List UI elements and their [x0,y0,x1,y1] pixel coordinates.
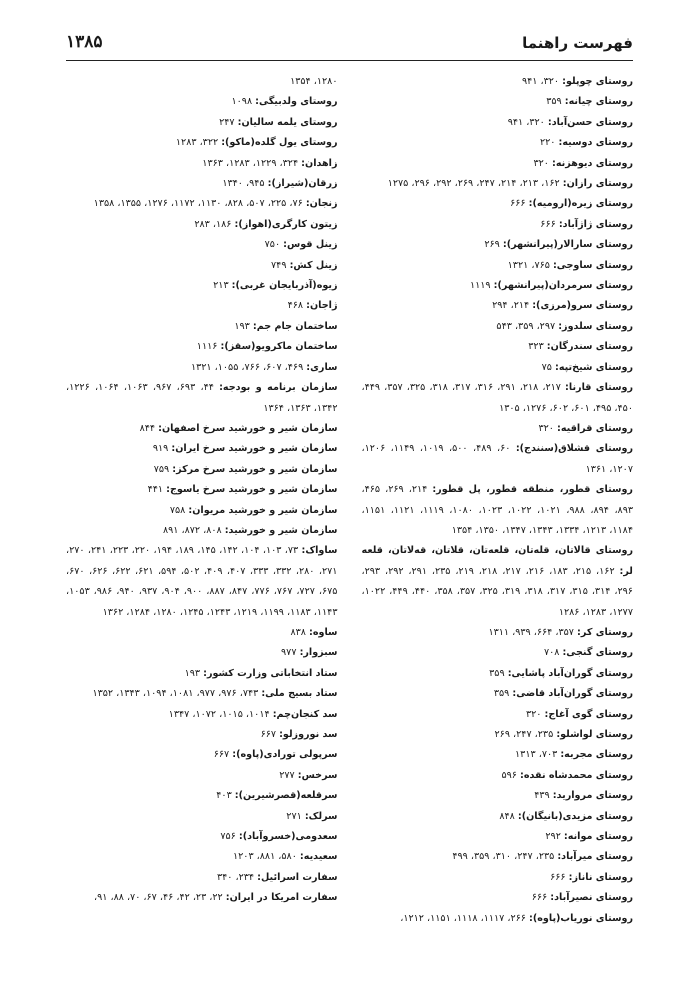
index-term: روستای مجربه: [560,749,633,761]
index-term: زنجان: [305,198,338,210]
index-page-refs: ۹۱۹ [152,443,172,455]
index-entry [362,296,634,316]
index-page-refs: ۶۶۷ [260,729,280,740]
index-term: ساری: [306,361,338,373]
index-term: زیوه(آذربایجان غربی): [231,280,338,292]
index-page-refs: ۷۵۰ [264,239,284,251]
index-term: روستای لواشلو: [556,729,633,740]
index-page-refs: ۶۶۶ [510,198,529,210]
index-page-refs: ۲۲۰ [540,137,559,149]
index-page-refs: ۲۷۷ [279,769,298,781]
index-page-refs: ۲۴۷ [219,116,238,128]
index-entry [362,235,634,255]
index-entry [66,92,338,112]
index-entry [362,847,634,867]
index-term: سعدومی(خسروآباد): [238,831,338,843]
index-term: روستای گنجی: [562,647,633,659]
index-page-refs: ۳۲۰ [533,157,552,169]
index-entry [66,766,338,786]
index-term: سازمان برنامه و بودجه: [219,382,338,394]
index-entry [66,256,338,276]
index-term: سرخس: [297,769,338,781]
index-term: سازمان شیر و خورشید سرخ مرکز: [172,463,338,475]
index-page-refs: ۷۰۸ [543,647,563,659]
index-page-refs: ۷۴۳، ۹۷۶، ۹۷۷، ۱۰۸۱، ۱۰۹۴، ۱۳۴۳، ۱۳۵۲ [92,688,262,700]
index-entry [66,194,338,214]
index-page-refs: ۱۸۶، ۲۸۳ [194,218,235,230]
index-page-refs: ۱۰۱۴، ۱۰۱۵، ۱۰۷۲، ۱۳۴۷ [168,708,273,720]
index-page-refs: ۹۷۷ [281,647,300,659]
index-term: روستای گوران‌آباد پاشایی: [507,667,633,679]
index-entry [66,174,338,194]
index-page-refs: ۱۹۳ [234,320,253,332]
index-entry [66,296,338,316]
index-page-refs: ۳۵۹ [489,667,508,679]
index-term: روستای قراقیه: [557,422,633,434]
index-entry [362,337,634,357]
index-term: روستای قطور، منطقه قطور، پل قطور: [432,484,633,496]
index-page-refs: ۳۲۰ [538,422,558,434]
index-entry [362,113,634,133]
index-page-refs: ۳۵۹ [546,96,565,108]
index-page-refs: ۲۱۳ [213,280,232,292]
index-term: زرقان(شیراز): [267,178,338,190]
index-term: سفارت امریکا در ایران: [225,892,338,904]
index-entry [362,766,634,786]
index-entry [362,807,634,827]
index-entry [362,725,634,745]
index-term: روستای میرآباد: [557,851,633,863]
index-term: سد نوروزلو: [279,729,338,740]
index-entry [66,623,338,643]
index-entry [362,541,634,623]
index-entry [362,276,634,296]
index-entry [362,684,634,704]
index-entry [362,827,634,847]
index-page-refs: ۱۰۹۸ [231,96,256,108]
index-page-refs: ۳۲۲، ۱۲۸۳ [175,137,222,149]
index-term: روستای موانه: [563,831,633,843]
index-entry [362,745,634,765]
page-header [66,34,633,61]
index-term: ستاد بسیج ملی: [261,688,338,700]
index-entry [66,807,338,827]
index-entry [66,786,338,806]
index-entry [66,419,338,439]
index-entry [362,786,634,806]
index-entry [362,480,634,541]
index-entry [362,317,634,337]
index-page-refs: ۲۹۲ [545,831,564,843]
index-entry [66,705,338,725]
index-term: روستای نصیرآباد: [550,892,633,904]
index-entry [66,154,338,174]
index-page-refs: ۲۱۴، ۲۹۴ [492,300,533,312]
index-page-refs: ۵۹۶ [501,769,520,781]
index-entry [66,72,338,92]
index-term: روستای شیخ‌تپه: [554,361,633,373]
index-page-refs: ۱۶۲، ۲۱۳، ۲۱۴، ۲۴۷، ۲۶۹، ۲۹۲، ۲۹۶، ۱۲۷۵ [387,178,563,190]
index-page-refs: ۷۳، ۱۰۳، ۱۰۴، ۱۴۲، ۱۴۵، ۱۸۹، ۱۹۴، ۲۲۰، ۲۲۳، ۲۴۱، ۲۷۰، ۲۷۱، ۲۸۰، ۳۳۲، ۳۳۳، ۴۰۷، ۴۰۹، ۵۰۲، ۵۹۴، ۶۲۱، ۶۲۲، ۶۲۶، ۶۷۰، ۶۷۵، ۷۲۷، ۷۶۷، ۷۷۶، ۸۴۷، ۸۸۷، ۹۰۰، ۹۰۴، ۹۳۷، ۹۴۰، ۹۸۶، ۱۰۵۳، ۱۱۴۳، ۱۱۸۳، ۱۱۹۹، ۱۲۱۹، ۱۲۴۳، ۱۲۴۵، ۱۲۸۰، ۱۲۸۴، ۱۳۶۲ [66,545,338,618]
index-entry [362,664,634,684]
index-term: روستای کر: [577,626,633,638]
index-entry [66,664,338,684]
index-entry [66,643,338,663]
index-term: سد کنجان‌چم: [272,708,338,720]
index-page-refs: ۲۶۶، ۱۱۱۷، ۱۱۱۸، ۱۱۵۱، ۱۲۱۲، [400,912,529,924]
index-term: ساوه: [308,626,338,638]
index-term: روستای مروارید: [552,790,633,802]
index-entry [362,358,634,378]
index-term: سرقلعه(قصرشیرین): [234,790,338,802]
index-page-refs: ۸۳۸ [290,626,309,638]
index-term: روستای ساوجی: [552,259,633,271]
index-page-refs: ۲۷۱ [286,810,305,822]
index-term: سرلک: [304,810,338,822]
index-term: زیتون کارگری(اهواز): [234,218,338,230]
index-entry [66,460,338,480]
index-term: روستای نوریاب(پاوه): [529,912,633,924]
index-column-left [66,72,338,956]
index-entry [66,725,338,745]
index-columns [66,72,633,956]
index-term: سرپولی تورادی(پاوه): [232,749,338,761]
index-page-refs: ۳۵۹ [493,688,513,700]
index-page-refs: ۲۶۹ [484,239,503,251]
index-term: سعیدیه: [299,851,338,863]
index-term: روستای گوران‌آباد قاضی: [512,688,633,700]
index-page-refs: ۷۶، ۲۲۵، ۵۰۷، ۸۲۸، ۱۱۳۰، ۱۱۷۲، ۱۲۷۶، ۱۳۵۵، ۱۳۵۸ [93,198,306,210]
index-page-refs: ۷۵۶ [220,831,239,843]
index-page-refs: ۱۹۳ [184,667,204,679]
index-entry [362,72,634,92]
index-term: روستای زیره(ارومیه): [528,198,633,210]
index-term: زینل کش: [289,259,338,271]
index-term: سفارت اسرائیل: [257,871,338,883]
index-term: سازمان شیر و خورشید سرخ یاسوج: [166,484,338,496]
index-term: روستای دیوهزنه: [552,157,633,169]
index-term: سازمان شیر و خورشید سرخ اصفهان: [158,422,338,434]
index-entry [362,194,634,214]
index-term: روستای سرمردان(پیرانشهر): [493,280,633,292]
page-number: ۱۳۸۵ [66,32,103,52]
index-page-refs: ۴۴۱ [147,484,167,496]
index-entry [66,541,338,623]
index-page-refs: ۴۳۹ [534,790,553,802]
index-term: روستای حسن‌آباد: [547,116,633,128]
index-page-refs: ۳۲۴، ۱۲۲۹، ۱۲۸۳، ۱۳۶۳ [202,157,302,169]
index-page-refs: ۲۲، ۲۳، ۴۲، ۴۶، ۶۷، ۷۰، ۸۸، ۹۱، [94,892,226,904]
index-page-refs: ۱۱۱۶ [196,341,221,353]
index-page-refs: ۹۴۵، ۱۳۴۰ [222,178,268,190]
index-page-refs: ۱۱۱۹ [469,280,494,292]
index-page-refs: ۷۰۳، ۱۳۱۳ [515,749,561,761]
index-entry [66,480,338,500]
index-page-refs: ۲۳۵، ۲۴۷، ۲۶۹ [494,729,557,740]
index-term: روستای ژاژآباد: [558,218,633,230]
index-page-refs: ۳۲۰ [525,708,545,720]
index-entry [66,888,338,908]
index-page-refs: ۶۶۶ [550,871,569,883]
index-page-refs: ۲۳۵، ۲۴۷، ۳۱۰، ۳۵۹، ۴۹۹ [452,851,558,863]
index-term: روستای مزیدی(بانیگان): [517,810,633,822]
index-term: زینل قوس: [283,239,338,251]
index-page-refs: ۶۶۶ [540,218,559,230]
index-entry [66,868,338,888]
index-entry [362,174,634,194]
index-term: زاهدان: [301,157,338,169]
index-page-refs: ۳۵۷، ۶۶۴، ۹۳۹، ۱۳۱۱ [488,626,578,638]
index-term: روستای قارنا: [565,382,634,394]
index-page-refs: ۴۶۸ [287,300,307,312]
index-page-refs: ۸۰۸، ۸۷۲، ۸۹۱ [162,524,225,536]
index-term: روستای قشلاق(سنندج): [515,443,634,455]
index-entry [66,235,338,255]
index-term: سبزوار: [299,647,338,659]
index-page-refs: ۷۵۸ [169,504,189,516]
index-entry [362,439,634,480]
index-entry [362,868,634,888]
index-entry [362,133,634,153]
index-page-refs: ۴۰۳ [216,790,235,802]
index-entry [66,337,338,357]
index-entry [66,215,338,235]
index-page-refs: ۲۱۷، ۲۱۸، ۲۹۱، ۳۱۶، ۳۱۷، ۳۱۸، ۳۲۵، ۳۵۷، ۴۴۹، ۴۵۰، ۴۹۵، ۶۰۱، ۶۰۲، ۱۲۷۶، ۱۳۰۵ [361,382,633,414]
index-entry [66,113,338,133]
index-term: روستای گوی آغاج: [544,708,633,720]
index-entry [362,909,634,929]
index-term: روستای رازان: [562,178,633,190]
index-page-refs: ۷۵۹ [153,463,173,475]
index-page-refs: ۶۰، ۴۸۹، ۵۰۰، ۱۰۱۹، ۱۱۴۹، ۱۲۰۶، ۱۲۰۷، ۱۳۶۱ [361,443,633,475]
index-entry [66,501,338,521]
index-term: روستای چیانه: [564,96,633,108]
index-page-refs: ۷۶۵، ۱۳۲۱ [507,259,553,271]
index-term: ساختمان ماکرویو(سقز): [220,341,338,353]
index-term: روستای ناناز: [568,871,633,883]
index-page-refs: ۸۴۸ [499,810,518,822]
index-term: ستاد انتخاباتی وزارت کشور: [203,667,338,679]
index-term: روستای سندرگان: [546,341,633,353]
index-page-refs: ۲۳۴، ۳۴۰ [217,871,258,883]
index-page-refs: ۶۶۶ [531,892,551,904]
index-page-refs: ۲۹۷، ۳۵۹، ۵۴۳ [496,320,559,332]
index-entry [362,643,634,663]
index-term: سازمان شیر و خورشید مریوان: [188,504,338,516]
index-term: روستای سرو(مرزی): [532,300,633,312]
index-term: روستای دوسیه: [558,137,633,149]
index-term: روستای چوپلو: [562,76,633,87]
index-page-refs: ۳۲۳ [528,341,547,353]
index-entry [66,439,338,459]
index-page-refs: ۵۸۰، ۸۸۱، ۱۲۰۳ [232,851,300,863]
index-entry [362,256,634,276]
index-entry [66,378,338,419]
index-page-refs: ۴۶۹، ۶۰۷، ۷۶۶، ۱۰۵۵، ۱۳۲۱ [190,361,307,373]
index-column-right [362,72,634,956]
index-entry [362,215,634,235]
index-entry [362,154,634,174]
index-term: روستای سلدوز: [558,320,633,332]
index-term: روستای یلمه سالیان: [237,116,338,128]
index-term: ژاجان: [306,300,338,312]
index-term: سازمان شیر و خورشید: [224,524,338,536]
index-entry [66,358,338,378]
index-entry [362,92,634,112]
index-page-refs: ۷۵ [541,361,555,373]
index-term: روستای قالاتان، قله‌تان، قلعه‌تان، قلاتان، قه‌لاتان، قلعه لر: [361,545,633,577]
index-entry [66,133,338,153]
index-entry [66,276,338,296]
index-entry [362,623,634,643]
running-title: فهرست راهنما [522,34,633,52]
index-page-refs: ۳۲۰، ۹۴۱ [521,76,563,87]
index-entry [66,847,338,867]
index-page-refs: ۶۶۷ [213,749,233,761]
index-page-refs: ۴۴، ۶۹۳، ۹۶۷، ۱۰۶۳، ۱۰۶۴، ۱۲۲۶، ۱۳۴۲، ۱۳۶۳، ۱۳۶۴ [66,382,338,414]
index-page-refs: ۳۲۰، ۹۴۱ [507,116,548,128]
index-term: روستای یول گلده(ماکو): [221,137,338,149]
index-entry [66,521,338,541]
index-page-refs: ۷۴۹ [271,259,290,271]
index-entry [66,684,338,704]
index-term: روستای ولدبیگی: [255,96,338,108]
index-entry [362,419,634,439]
index-entry [66,745,338,765]
index-term: روستای محمدشاه نقده: [520,769,633,781]
index-entry [362,378,634,419]
index-entry [66,317,338,337]
index-page-refs: ۲۱۴، ۲۶۹، ۴۶۵، ۸۹۳، ۸۹۴، ۹۸۸، ۱۰۲۱، ۱۰۲۲، ۱۰۲۳، ۱۰۸۰، ۱۱۱۹، ۱۱۲۱، ۱۱۵۱، ۱۱۸۴، ۱۲۱۳، ۱۳۳۴، ۱۳۴۳، ۱۳۴۷، ۱۳۵۰، ۱۳۵۴ [361,484,634,536]
index-page-refs: ۱۶۲، ۲۱۵، ۱۸۳، ۲۱۶، ۲۱۷، ۲۱۸، ۲۱۹، ۲۳۵، ۲۹۱، ۲۹۲، ۲۹۳، ۲۹۶، ۳۱۴، ۳۱۵، ۳۱۷، ۳۱۸، ۳۱۹، ۳۲۵، ۳۵۷، ۳۵۸، ۴۴۰، ۴۴۹، ۱۰۲۲، ۱۲۷۷، ۱۲۸۳، ۱۲۸۶ [361,565,633,618]
index-term: روستای سارالار(پیرانشهر): [502,239,633,251]
index-term: ساختمان جام جم: [252,320,338,332]
index-term: ساواک: [301,545,338,557]
index-page-refs: ۱۲۸۰، ۱۳۵۴ [290,76,338,87]
index-entry [362,705,634,725]
index-entry [66,827,338,847]
index-term: سازمان شیر و خورشید سرخ ایران: [171,443,338,455]
index-entry [362,888,634,908]
index-page-refs: ۸۴۴ [139,422,159,434]
